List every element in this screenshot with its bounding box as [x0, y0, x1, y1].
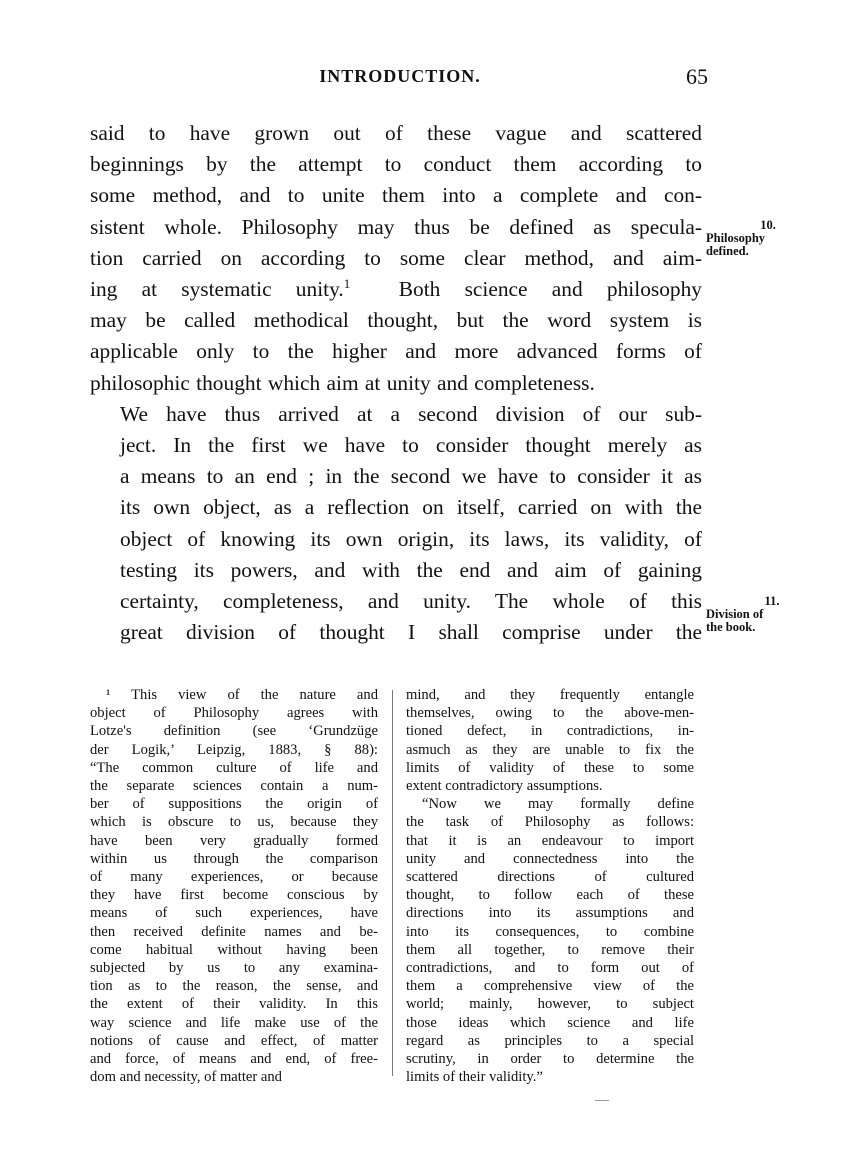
footnote-line: have been very gradually formed: [90, 832, 378, 849]
footnote-line: themselves, owing to the above-men-: [406, 705, 694, 722]
footnote-left-column: [90, 686, 378, 1086]
footnote-line: they have first become conscious by: [90, 887, 378, 904]
footnote-line: of many experiences, or because: [90, 869, 378, 886]
footnote-line: which is obscure to us, because they: [90, 814, 378, 831]
footnote-line: unity and connectedness into the: [406, 850, 694, 867]
text-line: philosophic thought which aim at unity and completeness.: [90, 370, 595, 395]
footnote-line: directions into its assumptions and: [406, 905, 694, 922]
footnote-line: tioned defect, in contradictions, in-: [406, 723, 694, 740]
footnote-line: notions of cause and effect, of matter: [90, 1032, 378, 1049]
footnote-line: come habitual without having been: [90, 941, 378, 958]
margin-note-line: Philosophy: [706, 231, 766, 245]
footnote-reference: 1: [343, 275, 351, 291]
footnote-line: Lotze's definition (see ‘Grundzüge: [90, 723, 378, 740]
footnote-line: them a comprehensive view of the: [406, 978, 694, 995]
footnote-line: extent contradictory assumptions.: [406, 778, 603, 795]
page-number: 65: [686, 64, 708, 89]
footnote-line: subjected by us to any examina-: [90, 960, 378, 977]
footnote-line: and force, of means and end, of free-: [90, 1051, 378, 1068]
footnote-line: means of such experiences, have: [90, 905, 378, 922]
footnote-line: ber of suppositions the origin of: [90, 796, 378, 813]
footnote-line: contradictions, and to form out of: [406, 960, 694, 977]
text-line: We have thus arrived at a second division of our sub-: [120, 401, 702, 426]
margin-note-division-of-book: [706, 595, 796, 634]
margin-note-line: defined.: [706, 244, 749, 258]
text-line: said to have grown out of these vague and scattered: [90, 121, 702, 145]
text-line: object of knowing its own origin, its laws, its validity, of: [120, 526, 702, 551]
page-end-mark: [595, 1100, 609, 1101]
footnote-line: asmuch as they are unable to fix the: [406, 741, 694, 758]
footnote-line: mind, and they frequently entangle: [406, 687, 694, 703]
footnote-line: limits of their validity.”: [406, 1069, 543, 1086]
margin-note-line: Division of: [706, 607, 764, 621]
footnote-line: object of Philosophy agrees with: [90, 705, 378, 722]
footnote-line: the task of Philosophy as follows:: [406, 814, 694, 831]
footnote-line: ¹ This view of the nature and: [106, 687, 378, 703]
footnote-line: the separate sciences contain a num-: [90, 778, 378, 795]
text-line: certainty, completeness, and unity. The whole of this: [120, 589, 702, 614]
footnote-right-column: [406, 686, 694, 1086]
column-divider: [392, 690, 393, 1076]
text-line: some method, and to unite them into a complete and con-: [90, 183, 702, 208]
margin-note-number: 11.: [764, 594, 780, 608]
footnote-line: thought, to follow each of these: [406, 887, 694, 904]
text-line: ject. In the first we have to consider thought merely as: [120, 433, 702, 458]
footnote-line: regard as principles to a special: [406, 1032, 694, 1049]
margin-note-line: the book.: [706, 620, 756, 634]
footnote-line: world; mainly, however, to subject: [406, 996, 694, 1013]
footnote-line: way science and life make use of the: [90, 1014, 378, 1031]
text-segment: Both science and philosophy: [398, 277, 702, 302]
text-line: a means to an end ; in the second we have to consider it as: [120, 464, 702, 489]
margin-note-philosophy-defined: [706, 219, 796, 258]
footnote-line: “Now we may formally define: [422, 796, 694, 813]
footnote-line: them all together, to remove their: [406, 941, 694, 958]
text-line: great division of thought I shall comprise under the: [120, 620, 702, 645]
text-line: may be called methodical thought, but the word system is: [90, 308, 702, 333]
running-head: [90, 66, 710, 92]
footnote-line: scrutiny, in order to determine the: [406, 1051, 694, 1068]
running-title: INTRODUCTION.: [319, 66, 481, 86]
footnote-line: the extent of their validity. In this: [90, 996, 378, 1013]
footnote-line: those ideas which science and life: [406, 1014, 694, 1031]
footnote-line: that it is an endeavour to import: [406, 832, 694, 849]
footnote-line: limits of validity of these to some: [406, 759, 694, 776]
body-text: [90, 118, 702, 648]
footnote-line: dom and necessity, of matter and: [90, 1069, 282, 1086]
footnote-line: into its consequences, to combine: [406, 923, 694, 940]
margin-note-number: 10.: [760, 218, 776, 232]
text-line: beginnings by the attempt to conduct them according to: [90, 152, 702, 177]
footnote-line: “The common culture of life and: [90, 759, 378, 776]
footnote-line: then received definite names and be-: [90, 923, 378, 940]
text-line: applicable only to the higher and more advanced forms of: [90, 339, 702, 364]
text-line: sistent whole. Philosophy may thus be defined as specula-: [90, 214, 702, 239]
footnote-line: der Logik,’ Leipzig, 1883, § 88):: [90, 741, 378, 758]
text-line: testing its powers, and with the end and aim of gaining: [120, 557, 702, 582]
text-line-with-footnote: [90, 274, 702, 305]
footnote-line: tion as to the reason, the sense, and: [90, 978, 378, 995]
paragraph-2: [90, 399, 702, 649]
footnote-line: within us through the comparison: [90, 850, 378, 867]
paragraph-1: [90, 118, 702, 399]
footnote-line: scattered directions of cultured: [406, 869, 694, 886]
text-segment: ing at systematic unity.: [90, 277, 344, 302]
text-line: tion carried on according to some clear method, and aim-: [90, 245, 702, 270]
text-line: its own object, as a reflection on itself, carried on with the: [120, 495, 702, 520]
